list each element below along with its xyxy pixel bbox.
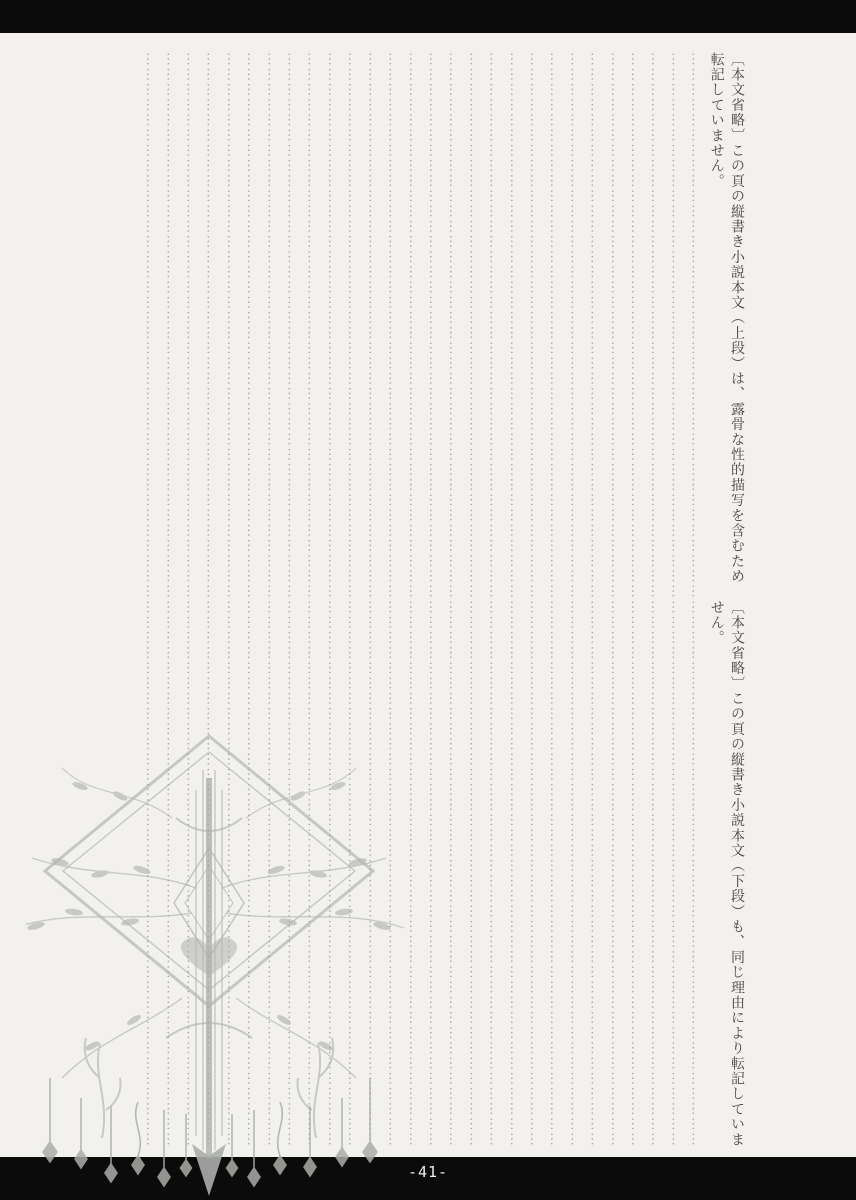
redacted-text-column: ……………………………………………………………………………………………… [365,600,381,1148]
redacted-text-column: ……………………………………………………………………………………………… [466,600,482,1148]
redacted-text-column: ……………………………………………………………………………………………… [405,600,421,1148]
redacted-text-column: ……………………………………………………………………………………………… [506,52,522,600]
redacted-text-column: ……………………………………………………………………………………………… [526,52,542,600]
top-black-band [0,0,856,33]
redacted-text-column: ……………………………………………………………………………………………… [607,52,623,600]
redacted-text-column: ……………………………………………………………………………………………… [244,600,260,1148]
redacted-text-column: ……………………………………………………………………………………………… [264,600,280,1148]
redacted-text-column: ……………………………………………………………………………………………… [688,52,704,600]
body-text-block-bottom [112,600,746,1156]
body-text-block-top [112,52,746,600]
redacted-text-column: ……………………………………………………………………………………………… [304,52,320,600]
redacted-text-column: ……………………………………………………………………………………………… [284,600,300,1148]
redacted-text-column: ……………………………………………………………………………………………… [163,52,179,600]
redacted-text-column: ……………………………………………………………………………………………… [284,52,300,600]
redacted-text-column: ……………………………………………………………………………………………… [385,600,401,1148]
redacted-text-column: ……………………………………………………………………………………………… [446,52,462,600]
redacted-text-column: ……………………………………………………………………………………………… [567,52,583,600]
redacted-text-column: ……………………………………………………………………………………………… [223,52,239,600]
redacted-text-column: ……………………………………………………………………………………………… [486,52,502,600]
redacted-text-column: ……………………………………………………………………………………………… [668,600,684,1148]
redacted-text-column: ……………………………………………………………………………………………… [486,600,502,1148]
redacted-text-column: ……………………………………………………………………………………………… [143,600,159,1148]
redacted-text-column: ……………………………………………………………………………………………… [466,52,482,600]
redaction-notice: 〔本文省略〕この頁の縦書き小説本文（下段）も、同じ理由により転記していません。 [708,600,744,1148]
redacted-text-column: ……………………………………………………………………………………………… [587,52,603,600]
redacted-text-column: ……………………………………………………………………………………………… [183,600,199,1148]
redacted-text-column: ……………………………………………………………………………………………… [506,600,522,1148]
redacted-text-column: ……………………………………………………………………………………………… [547,600,563,1148]
redacted-text-column: ……………………………………………………………………………………………… [324,52,340,600]
redacted-text-column: ……………………………………………………………………………………………… [143,52,159,600]
redacted-text-column: ……………………………………………………………………………………………… [446,600,462,1148]
redacted-text-column: ……………………………………………………………………………………………… [526,600,542,1148]
redacted-text-column: ……………………………………………………………………………………………… [648,600,664,1148]
redacted-text-column: ……………………………………………………………………………………………… [203,600,219,1148]
redacted-text-column: ……………………………………………………………………………………………… [183,52,199,600]
redacted-text-column: ……………………………………………………………………………………………… [627,52,643,600]
redacted-text-column: ……………………………………………………………………………………………… [345,600,361,1148]
redacted-text-column: ……………………………………………………………………………………………… [668,52,684,600]
redacted-text-column: ……………………………………………………………………………………………… [244,52,260,600]
redacted-text-column: ……………………………………………………………………………………………… [365,52,381,600]
page-number: -41- [407,1163,449,1181]
redacted-text-column: ……………………………………………………………………………………………… [688,600,704,1148]
redacted-text-column: ……………………………………………………………………………………………… [425,52,441,600]
redacted-text-column: ……………………………………………………………………………………………… [163,600,179,1148]
redacted-text-column: ……………………………………………………………………………………………… [304,600,320,1148]
redacted-text-column: ……………………………………………………………………………………………… [405,52,421,600]
redacted-text-column: ……………………………………………………………………………………………… [567,600,583,1148]
redacted-text-column: ……………………………………………………………………………………………… [345,52,361,600]
redacted-text-column: ……………………………………………………………………………………………… [223,600,239,1148]
redacted-text-column: ……………………………………………………………………………………………… [627,600,643,1148]
redacted-text-column: ……………………………………………………………………………………………… [385,52,401,600]
redacted-text-column: ……………………………………………………………………………………………… [607,600,623,1148]
redacted-text-column: ……………………………………………………………………………………………… [547,52,563,600]
redacted-text-column: ……………………………………………………………………………………………… [648,52,664,600]
redaction-notice: 〔本文省略〕この頁の縦書き小説本文（上段）は、露骨な性的描写を含むため転記していません。 [708,52,744,584]
redacted-text-column: ……………………………………………………………………………………………… [203,52,219,600]
redacted-text-column: ……………………………………………………………………………………………… [587,600,603,1148]
redacted-text-column: ……………………………………………………………………………………………… [324,600,340,1148]
redacted-text-column: ……………………………………………………………………………………………… [425,600,441,1148]
redacted-text-column: ……………………………………………………………………………………………… [264,52,280,600]
